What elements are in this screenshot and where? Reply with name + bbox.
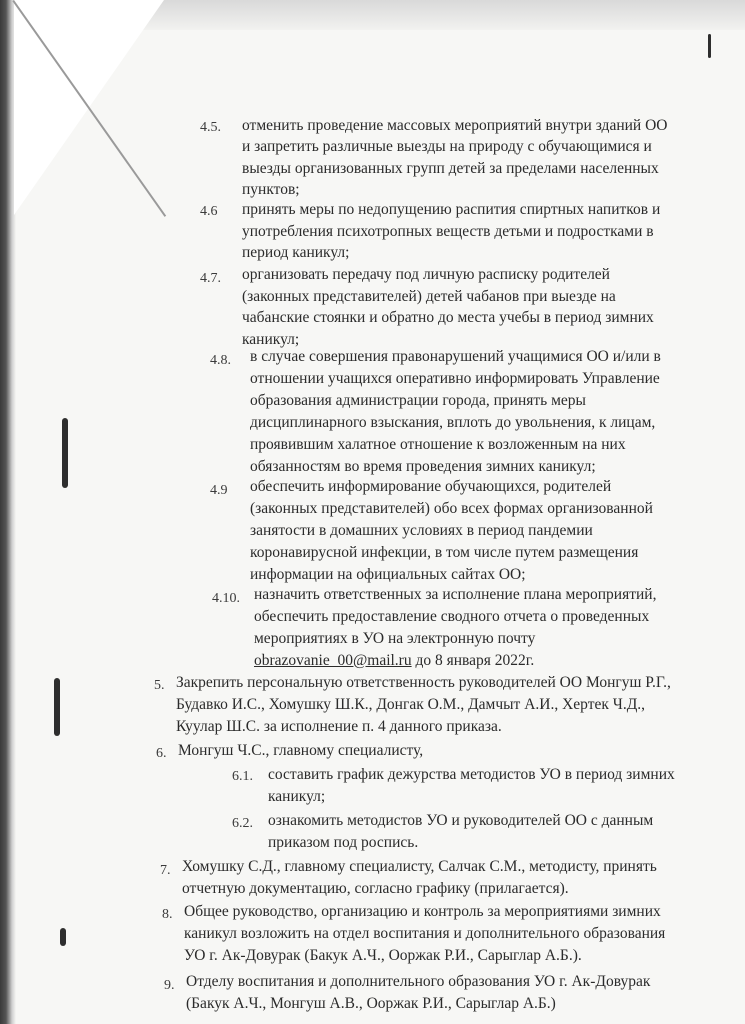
item-number: 7. <box>160 863 171 878</box>
edge-mark <box>708 34 711 58</box>
text-line: употребления психотропных веществ детьми и подростками в <box>242 223 654 240</box>
text-line: Отделу воспитания и дополнительного образования УО г. Ак-Довурак <box>186 973 651 990</box>
text-line: каникул возложить на отдел воспитания и дополнительного образования <box>184 925 666 942</box>
text-line: (законных представителей) детей чабанов при выезде на <box>242 288 616 305</box>
text-line: ознакомить методистов УО и руководителей ОО с данным <box>268 812 654 829</box>
text-line: обеспечить предоставление сводного отчета о проведенных <box>254 608 650 625</box>
text-line: обязанностям во время проведения зимних каникул; <box>250 458 596 475</box>
item-number: 4.10. <box>212 591 240 606</box>
text-line: период каникул; <box>242 244 350 261</box>
text-line: Общее руководство, организацию и контроль за мероприятиями зимних <box>184 903 661 920</box>
binding-mark <box>54 678 60 736</box>
text-line: организовать передачу под личную расписку родителей <box>242 266 610 283</box>
text-line: (Бакук А.Ч., Монгуш А.В., Ооржак Р.И., Сарыглар А.Б.) <box>186 995 556 1012</box>
text-line: выезды организованных групп детей за пределами населенных <box>242 160 659 177</box>
text-line: коронавирусной инфекции, в том числе путем размещения <box>250 544 639 561</box>
text-line: дисциплинарного взыскания, вплоть до увольнения, к лицам, <box>250 414 656 431</box>
text-line: отчетную документацию, согласно графику (прилагается). <box>182 880 569 897</box>
binding-mark <box>60 928 66 946</box>
text-line: в случае совершения правонарушений учащимися ОО и/или в <box>250 348 661 365</box>
text-line: информации на официальных сайтах ОО; <box>250 566 526 583</box>
text-line: УО г. Ак-Довурак (Бакук А.Ч., Ооржак Р.И., Сарыглар А.Б.). <box>184 947 582 964</box>
item-number: 4.5. <box>200 120 221 135</box>
text-line: чабанские стоянки и обратно до места учебы в период зимних <box>242 309 654 326</box>
text-line: (законных представителей) обо всех формах организованной <box>250 500 653 517</box>
text-line: Куулар Ш.С. за исполнение п. 4 данного приказа. <box>176 718 502 735</box>
text-line: отменить проведение массовых мероприятий внутри зданий ОО <box>242 117 668 134</box>
item-number: 6. <box>156 746 167 761</box>
text-line: проявившим халатное отношение к возложенным на них <box>250 436 626 453</box>
text-line: мероприятиях в УО на электронную почту <box>254 630 536 647</box>
text-line <box>254 652 534 670</box>
text-line: обеспечить информирование обучающихся, родителей <box>250 478 612 495</box>
item-number: 6.1. <box>232 769 253 784</box>
text-line: и запретить различные выезды на природу с обучающимися и <box>242 138 652 155</box>
item-number: 8. <box>162 907 173 922</box>
item-number: 4.9 <box>210 483 228 498</box>
item-number: 9. <box>164 978 175 993</box>
text-line: принять меры по недопущению распития спиртных напитков и <box>242 201 661 218</box>
text-line: Закрепить персональную ответственность руководителей ОО Монгуш Р.Г., <box>176 674 671 691</box>
item-number: 4.8. <box>210 353 231 368</box>
text-line: занятости в домашних условиях в период пандемии <box>250 522 593 539</box>
email-link[interactable]: obrazovanie_00@mail.ru <box>254 652 412 669</box>
binding-mark <box>62 418 68 488</box>
text-line: Монгуш Ч.С., главному специалисту, <box>178 742 424 759</box>
text-line: пунктов; <box>242 181 300 198</box>
text-line: Хомушку С.Д., главному специалисту, Салчак С.М., методисту, принять <box>182 858 657 875</box>
text-line: каникул; <box>242 331 300 348</box>
item-number: 6.2. <box>232 816 253 831</box>
deadline-text: до 8 января 2022г. <box>411 652 535 669</box>
text-line: назначить ответственных за исполнение плана мероприятий, <box>254 586 657 603</box>
text-line: приказом под роспись. <box>268 834 419 851</box>
text-line: каникул; <box>268 788 326 805</box>
text-line: Будавко И.С., Хомушку Ш.К., Донгак О.М., Дамчыт А.И., Хертек Ч.Д., <box>176 696 646 713</box>
text-line: составить график дежурства методистов УО в период зимних <box>268 766 675 783</box>
item-number: 4.6 <box>200 204 218 219</box>
text-line: отношении учащихся оперативно информировать Управление <box>250 370 660 387</box>
item-number: 5. <box>154 678 165 693</box>
item-number: 4.7. <box>200 271 221 286</box>
text-line: образования администрации города, принять меры <box>250 392 586 409</box>
